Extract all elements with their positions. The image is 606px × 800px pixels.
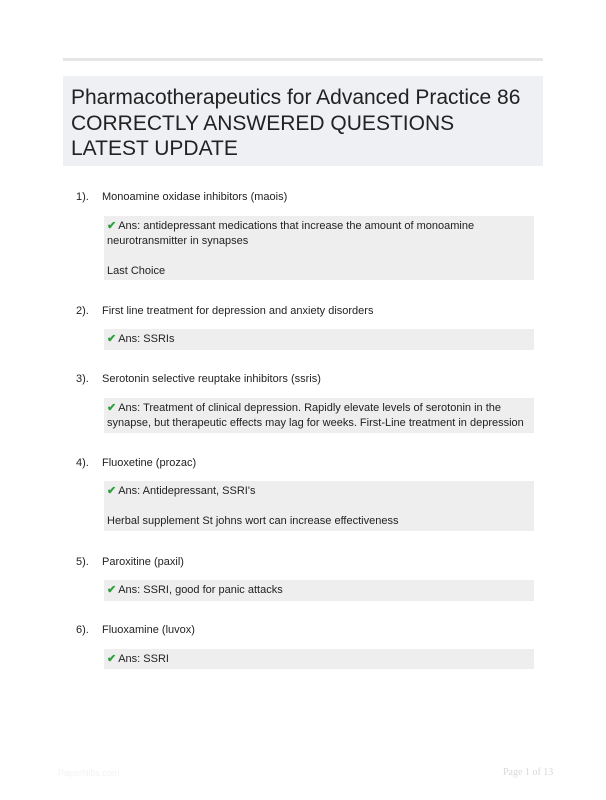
question-text: Fluoxamine (luvox) xyxy=(102,624,195,636)
document-title: Pharmacotherapeutics for Advanced Practice 86 CORRECTLY ANSWERED QUESTIONS LATEST UPDATE xyxy=(71,86,521,160)
answer-box xyxy=(104,329,534,350)
answer-extra: Herbal supplement St johns wort can increase effectiveness xyxy=(107,515,399,527)
answer-text: Ans: antidepressant medications that increase the amount of monoamine neurotransmitter in synapses xyxy=(107,220,475,247)
answer-box xyxy=(104,481,534,531)
answer-box xyxy=(104,649,534,669)
answer-box xyxy=(104,216,534,280)
question-number: 6). xyxy=(76,624,89,636)
check-icon: ✔ xyxy=(107,220,117,232)
title-banner xyxy=(63,76,543,166)
question-text: Monoamine oxidase inhibitors (maois) xyxy=(102,191,288,203)
check-icon: ✔ xyxy=(107,653,117,665)
answer-text: Ans: Treatment of clinical depression. Rapidly elevate levels of serotonin in the synapse, but therapeutic effects may lag for weeks. First-Line treatment in depression xyxy=(107,402,524,429)
question-number: 5). xyxy=(76,556,89,568)
answer-text: Ans: SSRIs xyxy=(118,333,175,345)
answer-text: Ans: SSRI, good for panic attacks xyxy=(118,584,283,596)
check-icon: ✔ xyxy=(107,584,117,596)
footer-watermark: PaperNibs.com xyxy=(58,768,120,778)
page-number: Page 1 of 13 xyxy=(503,767,554,778)
question-text: Paroxitine (paxil) xyxy=(102,556,184,568)
check-icon: ✔ xyxy=(107,333,117,345)
question-number: 3). xyxy=(76,373,89,385)
answer-box xyxy=(104,580,534,601)
answer-box xyxy=(104,398,534,433)
answer-text: Ans: Antidepressant, SSRI's xyxy=(118,485,256,497)
answer-extra: Last Choice xyxy=(107,265,166,277)
answer-text: Ans: SSRI xyxy=(118,653,169,665)
question-text: First line treatment for depression and anxiety disorders xyxy=(102,305,374,317)
question-number: 1). xyxy=(76,191,89,203)
top-rule xyxy=(63,58,543,61)
question-number: 2). xyxy=(76,305,89,317)
check-icon: ✔ xyxy=(107,485,117,497)
check-icon: ✔ xyxy=(107,402,117,414)
question-number: 4). xyxy=(76,457,89,469)
question-text: Fluoxetine (prozac) xyxy=(102,457,197,469)
question-text: Serotonin selective reuptake inhibitors (ssris) xyxy=(102,373,321,385)
